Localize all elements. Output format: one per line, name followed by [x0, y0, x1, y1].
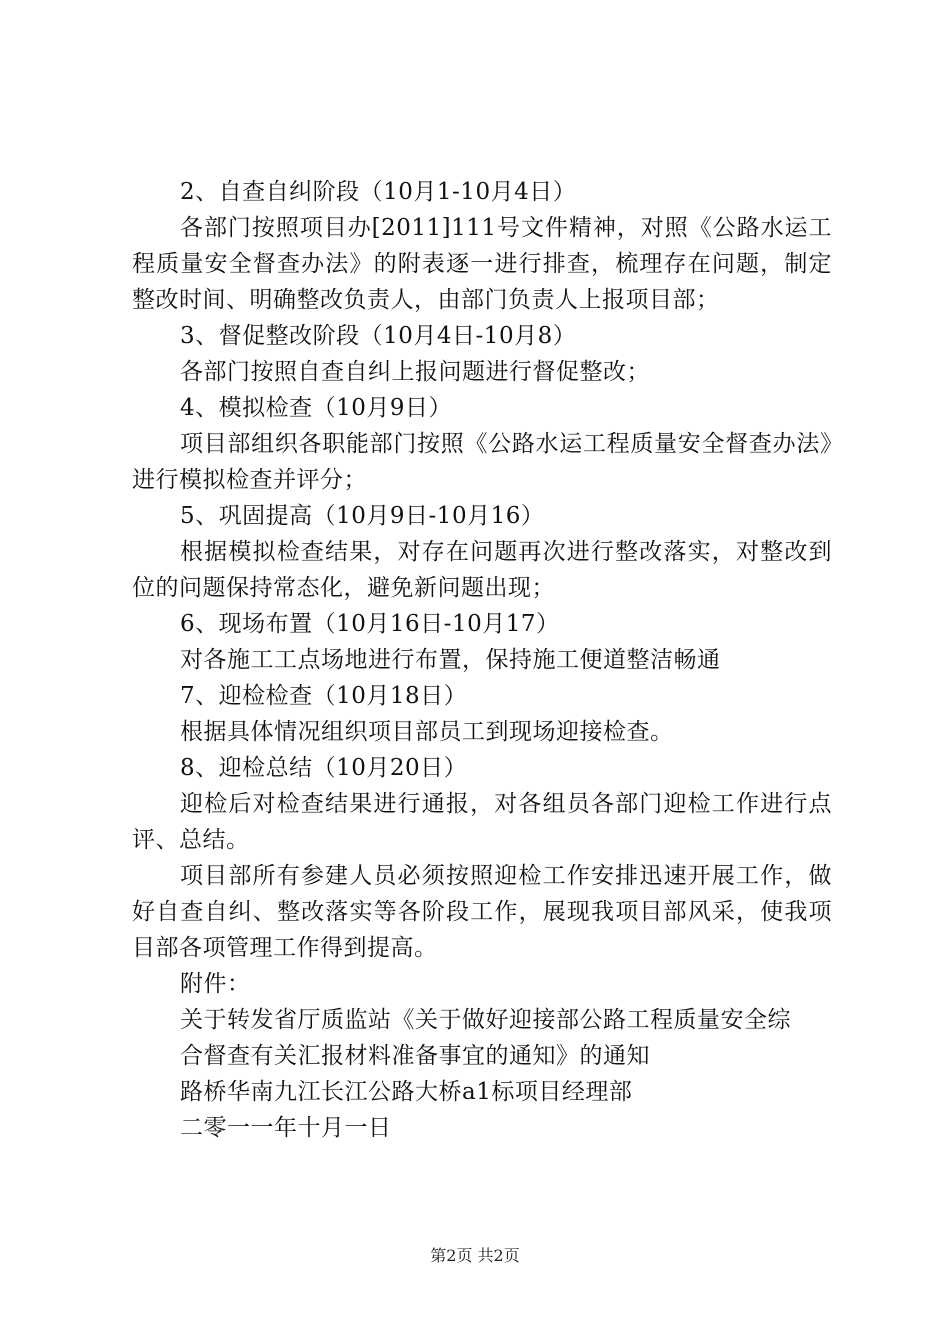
document-body — [132, 174, 832, 1146]
phase-3-text: 各部门按照自查自纠上报问题进行督促整改； — [180, 359, 650, 385]
phase-5-text: 根据模拟检查结果，对存在问题再次进行整改落实，对整改到位的问题保持常态化，避免新问题出现； — [132, 539, 832, 601]
closing-paragraph: 项目部所有参建人员必须按照迎检工作安排迅速开展工作，做好自查自纠、整改落实等各阶段工作，展现我项目部风采，使我项目部各项管理工作得到提高。 — [132, 863, 832, 961]
phase-6-heading: 6、现场布置（10月16日-10月17） — [180, 611, 560, 637]
phase-4-text: 项目部组织各职能部门按照《公路水运工程质量安全督查办法》进行模拟检查并评分； — [132, 431, 832, 493]
attachment-line-1: 关于转发省厅质监站《关于做好迎接部公路工程质量安全综 — [180, 1007, 791, 1033]
phase-7-heading: 7、迎检检查（10月18日） — [180, 683, 468, 709]
phase-8-heading: 8、迎检总结（10月20日） — [180, 755, 468, 781]
issue-date: 二零一一年十月一日 — [180, 1115, 392, 1141]
attachment-line-2: 合督查有关汇报材料准备事宜的通知》的通知 — [180, 1043, 650, 1069]
issuer-name: 路桥华南九江长江公路大桥a1标项目经理部 — [180, 1079, 633, 1105]
phase-5-heading: 5、巩固提高（10月9日-10月16） — [180, 503, 545, 529]
phase-3-heading: 3、督促整改阶段（10月4日-10月8） — [180, 323, 577, 349]
phase-2-heading: 2、自查自纠阶段（10月1-10月4日） — [180, 179, 577, 205]
attachment-label: 附件： — [180, 971, 251, 997]
phase-2-text: 各部门按照项目办[2011]111号文件精神，对照《公路水运工程质量安全督查办法》的附表逐一进行排查，梳理存在问题，制定整改时间、明确整改负责人，由部门负责人上报项目部； — [132, 215, 832, 313]
phase-6-text: 对各施工工点场地进行布置，保持施工便道整洁畅通 — [180, 647, 721, 673]
page-number-footer: 第2页 共2页 — [430, 1246, 520, 1265]
phase-7-text: 根据具体情况组织项目部员工到现场迎接检查。 — [180, 719, 674, 745]
phase-4-heading: 4、模拟检查（10月9日） — [180, 395, 453, 421]
phase-8-text: 迎检后对检查结果进行通报，对各组员各部门迎检工作进行点评、总结。 — [132, 791, 832, 853]
